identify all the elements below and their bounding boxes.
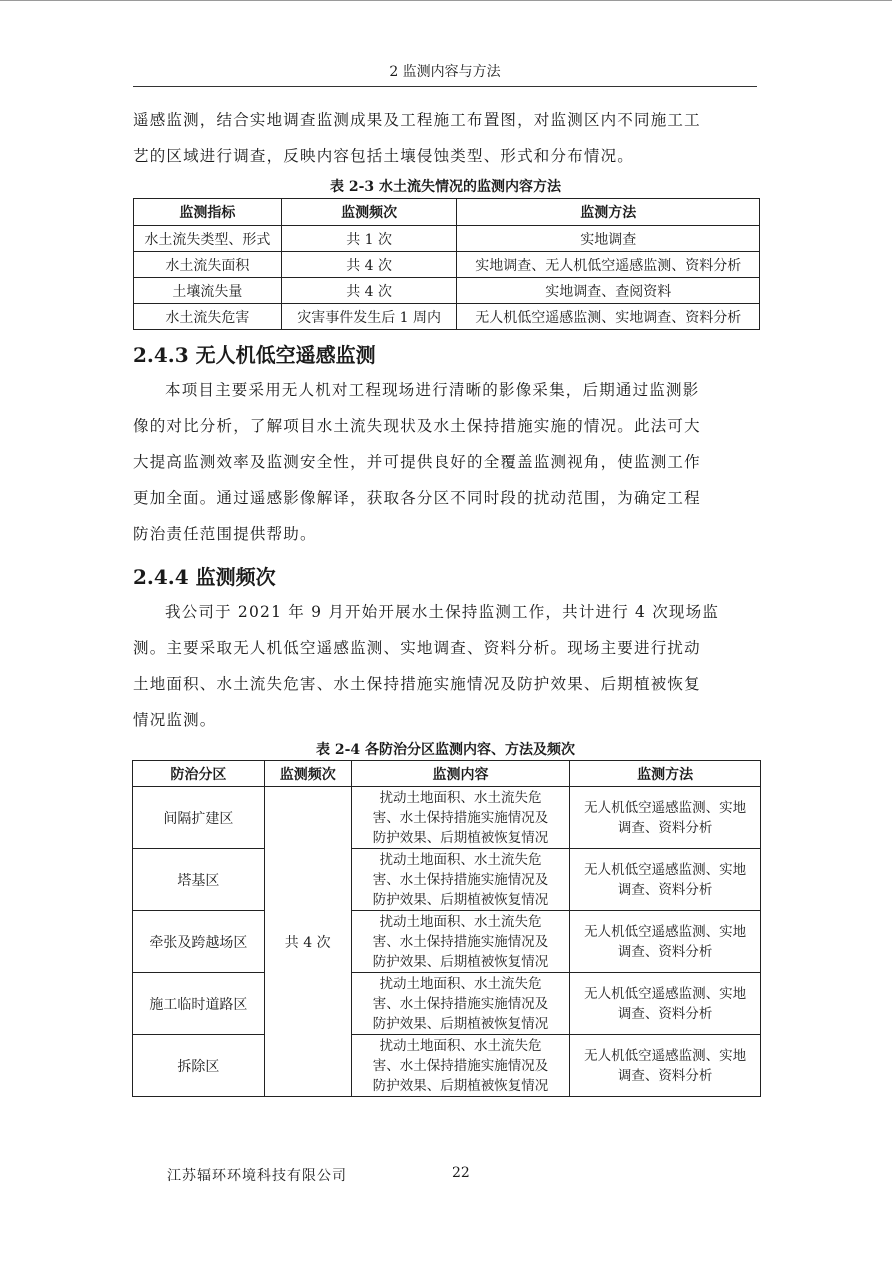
- column-header: 监测频次: [281, 199, 457, 226]
- table-cell: 土壤流失量: [134, 278, 282, 304]
- table-row: [134, 278, 760, 304]
- cell-line: 无人机低空遥感监测、实地: [584, 861, 747, 878]
- content-cell: [351, 1035, 570, 1097]
- section-heading-2-4-4: 2.4.4 监测频次: [133, 565, 276, 589]
- page-top-border: [0, 0, 892, 1]
- paragraph-line: 遥感监测，结合实地调查监测成果及工程施工布置图，对监测区内不同施工工: [133, 111, 701, 129]
- zone-cell: 塔基区: [133, 849, 265, 911]
- column-header: 防治分区: [133, 761, 265, 787]
- cell-line: 调查、资料分析: [617, 1067, 713, 1084]
- content-cell: [351, 973, 570, 1035]
- table-cell: 无人机低空遥感监测、实地调查、资料分析: [457, 304, 760, 330]
- cell-line: 调查、资料分析: [617, 819, 713, 836]
- footer-company-name: 江苏辐环环境科技有限公司: [167, 1168, 347, 1184]
- zone-cell: 牵张及跨越场区: [133, 911, 265, 973]
- table-2-4: [132, 760, 761, 1097]
- cell-line: 害、水土保持措施实施情况及: [372, 871, 549, 888]
- cell-line: 防护效果、后期植被恢复情况: [372, 829, 549, 846]
- paragraph-line: 情况监测。: [133, 711, 217, 729]
- zone-cell: 间隔扩建区: [133, 787, 265, 849]
- section-2-4-4-paragraph: [133, 594, 758, 738]
- content-cell: [351, 911, 570, 973]
- cell-line: 扰动土地面积、水土流失危: [379, 1037, 542, 1054]
- zone-cell: 拆除区: [133, 1035, 265, 1097]
- table-header-row: [133, 761, 761, 787]
- cell-line: 防护效果、后期植被恢复情况: [372, 1015, 549, 1032]
- paragraph-line: 艺的区域进行调查，反映内容包括土壤侵蚀类型、形式和分布情况。: [133, 147, 635, 165]
- table-row: [134, 226, 760, 252]
- table-2-4-caption: 表 2-4 各防治分区监测内容、方法及频次: [315, 742, 576, 758]
- section-2-4-3-paragraph: [133, 372, 758, 552]
- method-cell: [570, 1035, 761, 1097]
- cell-line: 防护效果、后期植被恢复情况: [372, 953, 549, 970]
- paragraph-line: 土地面积、水土流失危害、水土保持措施实施情况及防护效果、后期植被恢复: [133, 675, 701, 693]
- cell-line: 调查、资料分析: [617, 1005, 713, 1022]
- table-cell: 共 4 次: [281, 278, 457, 304]
- paragraph-line: 大提高监测效率及监测安全性，并可提供良好的全覆盖监测视角，使监测工作: [133, 453, 701, 471]
- cell-line: 调查、资料分析: [617, 943, 713, 960]
- zone-cell: 施工临时道路区: [133, 973, 265, 1035]
- method-cell: [570, 973, 761, 1035]
- table-2-3: [133, 198, 760, 330]
- table-cell: 实地调查、查阅资料: [457, 278, 760, 304]
- table-row: [134, 252, 760, 278]
- paragraph-line: 测。主要采取无人机低空遥感监测、实地调查、资料分析。现场主要进行扰动: [133, 639, 701, 657]
- cell-line: 害、水土保持措施实施情况及: [372, 933, 549, 950]
- content-cell: [351, 787, 570, 849]
- paragraph-line: 本项目主要采用无人机对工程现场进行清晰的影像采集，后期通过监测影: [165, 381, 700, 399]
- paragraph-line: 像的对比分析，了解项目水土流失现状及水土保持措施实施的情况。此法可大: [133, 417, 701, 435]
- column-header: 监测频次: [264, 761, 351, 787]
- column-header: 监测指标: [134, 199, 282, 226]
- table-cell: 水土流失类型、形式: [134, 226, 282, 252]
- table-header-row: [134, 199, 760, 226]
- column-header: 监测方法: [457, 199, 760, 226]
- table-cell: 实地调查、无人机低空遥感监测、资料分析: [457, 252, 760, 278]
- cell-line: 防护效果、后期植被恢复情况: [372, 891, 549, 908]
- table-cell: 实地调查: [457, 226, 760, 252]
- running-header: 2 监测内容与方法: [133, 62, 757, 87]
- content-cell: [351, 849, 570, 911]
- paragraph-line: 我公司于 2021 年 9 月开始开展水土保持监测工作，共计进行 4 次现场监: [165, 603, 720, 621]
- method-cell: [570, 787, 761, 849]
- table-row: [134, 304, 760, 330]
- column-header: 监测内容: [351, 761, 570, 787]
- cell-line: 无人机低空遥感监测、实地: [584, 799, 747, 816]
- cell-line: 扰动土地面积、水土流失危: [379, 913, 542, 930]
- table-row: [133, 1035, 761, 1097]
- table-cell: 共 4 次: [281, 252, 457, 278]
- table-row: [133, 973, 761, 1035]
- method-cell: [570, 849, 761, 911]
- paragraph-line: 更加全面。通过遥感影像解译，获取各分区不同时段的扰动范围，为确定工程: [133, 489, 701, 507]
- cell-line: 无人机低空遥感监测、实地: [584, 1047, 747, 1064]
- cell-line: 调查、资料分析: [617, 881, 713, 898]
- cell-line: 扰动土地面积、水土流失危: [379, 851, 542, 868]
- cell-line: 无人机低空遥感监测、实地: [584, 985, 747, 1002]
- table-row: [133, 787, 761, 849]
- frequency-cell: 共 4 次: [264, 787, 351, 1097]
- section-heading-2-4-3: 2.4.3 无人机低空遥感监测: [133, 343, 376, 367]
- cell-line: 扰动土地面积、水土流失危: [379, 789, 542, 806]
- table-row: [133, 849, 761, 911]
- column-header: 监测方法: [570, 761, 761, 787]
- cell-line: 害、水土保持措施实施情况及: [372, 1057, 549, 1074]
- cell-line: 扰动土地面积、水土流失危: [379, 975, 542, 992]
- cell-line: 害、水土保持措施实施情况及: [372, 809, 549, 826]
- table-row: [133, 911, 761, 973]
- cell-line: 防护效果、后期植被恢复情况: [372, 1077, 549, 1094]
- table-cell: 水土流失危害: [134, 304, 282, 330]
- table-cell: 共 1 次: [281, 226, 457, 252]
- method-cell: [570, 911, 761, 973]
- cell-line: 无人机低空遥感监测、实地: [584, 923, 747, 940]
- paragraph-line: 防治责任范围提供帮助。: [133, 525, 317, 543]
- table-cell: 水土流失面积: [134, 252, 282, 278]
- cell-line: 害、水土保持措施实施情况及: [372, 995, 549, 1012]
- table-cell: 灾害事件发生后 1 周内: [281, 304, 457, 330]
- intro-paragraph: [133, 102, 758, 174]
- table-2-3-caption: 表 2-3 水土流失情况的监测内容方法: [329, 179, 562, 195]
- page-number: 22: [452, 1165, 470, 1181]
